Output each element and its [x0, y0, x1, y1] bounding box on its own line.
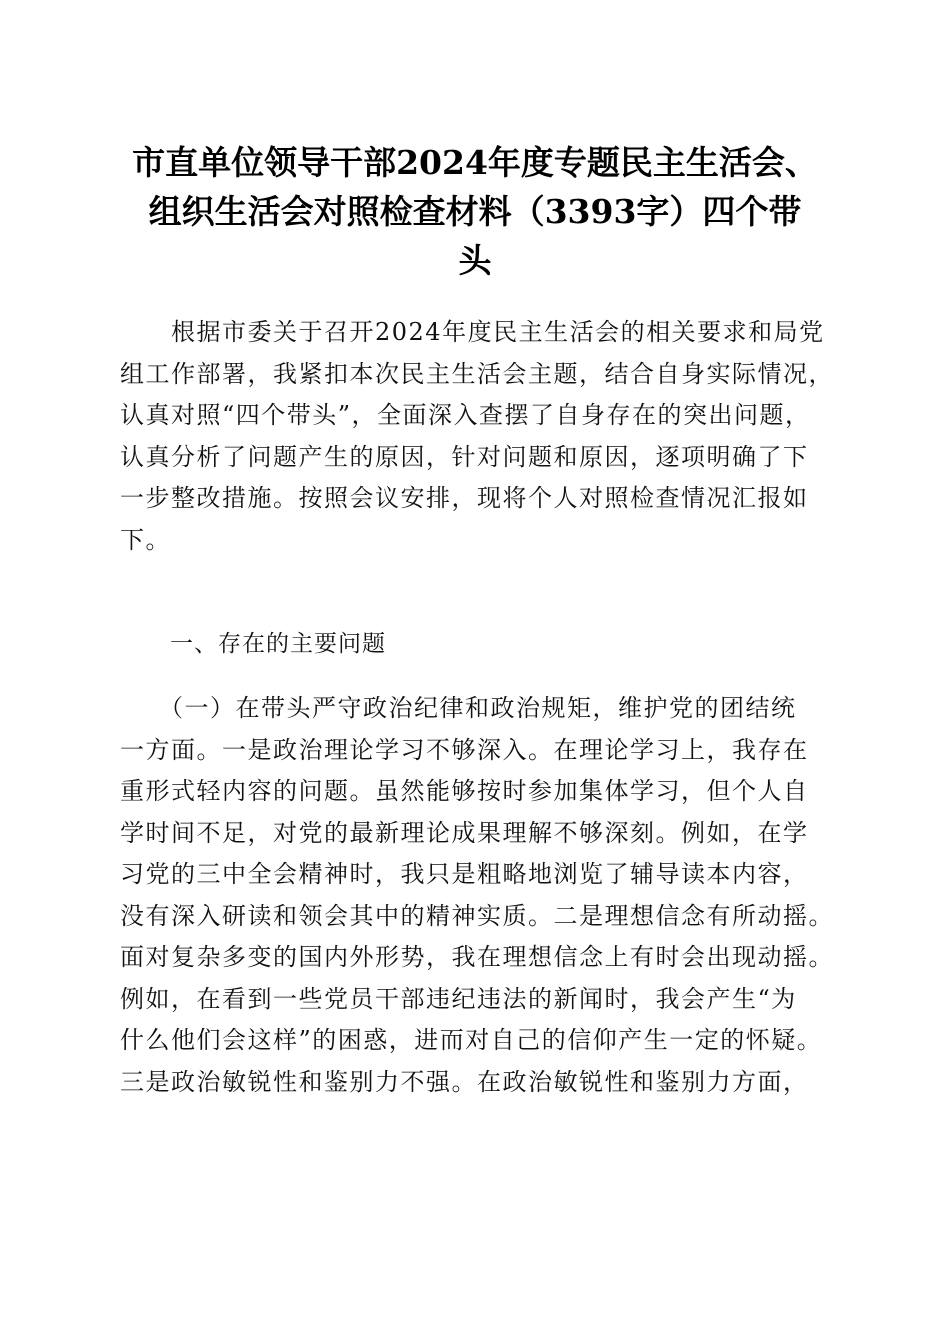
paragraph-line: 重形式轻内容的问题。虽然能够按时参加集体学习，但个人自: [120, 777, 809, 805]
title-line: 组织生活会对照检查材料（3393字）四个带: [148, 192, 802, 231]
intro-paragraph: [120, 312, 832, 561]
paragraph-line: 根据市委关于召开2024年度民主生活会的相关要求和局党: [120, 318, 825, 346]
section-paragraph: [120, 688, 832, 1103]
title-line: 头: [458, 241, 492, 280]
paragraph-line: 三是政治敏锐性和鉴别力不强。在政治敏锐性和鉴别力方面，: [120, 1067, 809, 1096]
section-heading: 一、存在的主要问题: [170, 631, 386, 657]
paragraph-line: （一）在带头严守政治纪律和政治规矩，维护党的团结统: [120, 694, 797, 722]
paragraph-line: 认真对照“四个带头”，全面深入查摆了自身存在的突出问题，: [120, 401, 811, 429]
paragraph-line: 组工作部署，我紧扣本次民主生活会主题，结合自身实际情况，: [120, 359, 834, 388]
title-line: 市直单位领导干部2024年度专题民主生活会、: [132, 143, 818, 182]
paragraph-line: 学时间不足，对党的最新理论成果理解不够深刻。例如，在学: [120, 818, 809, 847]
paragraph-line: 面对复杂多变的国内外形势，我在理想信念上有时会出现动摇。: [120, 943, 834, 971]
paragraph-line: 一步整改措施。按照会议安排，现将个人对照检查情况汇报如: [120, 484, 809, 512]
paragraph-line: 习党的三中全会精神时，我只是粗略地浏览了辅导读本内容，: [120, 860, 809, 888]
paragraph-line: 什么他们会这样”的困惑，进而对自己的信仰产生一定的怀疑。: [120, 1026, 823, 1054]
paragraph-line: 一方面。一是政治理论学习不够深入。在理论学习上，我存在: [120, 735, 809, 764]
paragraph-line: 例如，在看到一些党员干部违纪违法的新闻时，我会产生“为: [120, 984, 797, 1013]
paragraph-line: 没有深入研读和领会其中的精神实质。二是理想信念有所动摇。: [120, 901, 834, 930]
document-title: [120, 138, 830, 285]
paragraph-line: 下。: [120, 525, 171, 554]
paragraph-line: 认真分析了问题产生的原因，针对问题和原因，逐项明确了下: [120, 442, 809, 471]
